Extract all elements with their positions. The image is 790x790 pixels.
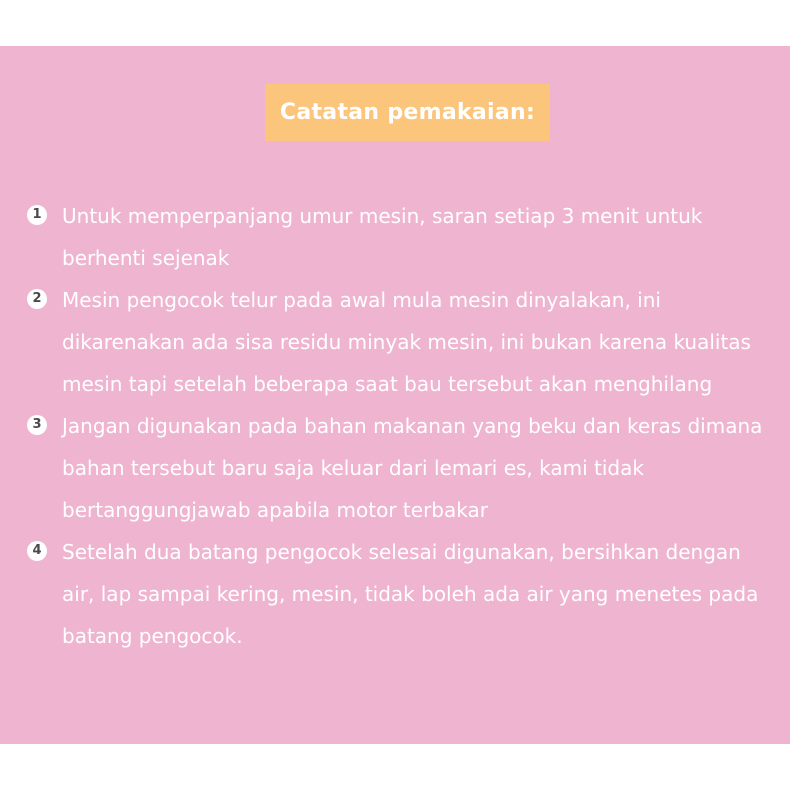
note-item (0, 195, 790, 279)
note-text: Setelah dua batang pengocok selesai digunakan, bersihkan dengan air, lap sampai kering, mesin, tidak boleh ada air yang menetes pada batang pengocok. (62, 540, 759, 648)
note-text: Jangan digunakan pada bahan makanan yang beku dan keras dimana bahan tersebut baru saja keluar dari lemari es, kami tidak bertanggungjawab apabila motor terbakar (62, 414, 763, 522)
note-item (0, 279, 790, 405)
note-item (0, 531, 790, 657)
note-item (0, 405, 790, 531)
title-banner (265, 84, 550, 141)
number-badge-icon: 2 (27, 289, 47, 309)
note-text: Mesin pengocok telur pada awal mula mesin dinyalakan, ini dikarenakan ada sisa residu minyak mesin, ini bukan karena kualitas mesin tapi setelah beberapa saat bau tersebut akan menghilang (62, 288, 751, 396)
usage-notes-panel (0, 46, 790, 744)
number-badge-icon: 4 (27, 541, 47, 561)
panel-title: Catatan pemakaian: (279, 100, 536, 125)
notes-list (0, 195, 790, 657)
number-badge-icon: 3 (27, 415, 47, 435)
note-text: Untuk memperpanjang umur mesin, saran setiap 3 menit untuk berhenti sejenak (62, 204, 703, 270)
number-badge-icon: 1 (27, 205, 47, 225)
